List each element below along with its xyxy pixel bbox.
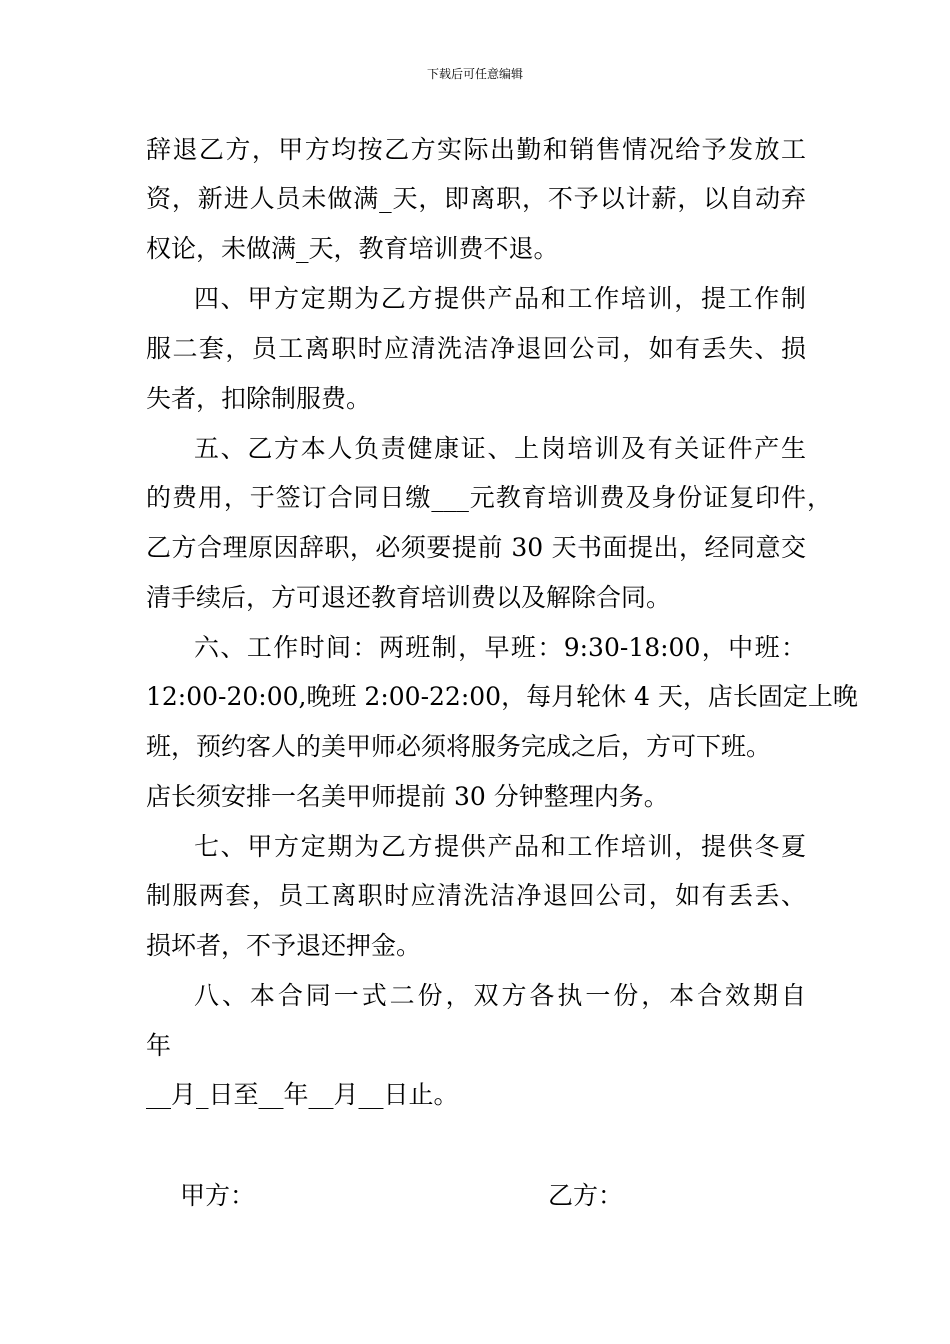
text-line: __月_日至__年__月__日止。 (146, 1080, 459, 1109)
text-line: 权论，未做满_天，教育培训费不退。 (146, 234, 559, 263)
text-line: 店长须安排一名美甲师提前 30 分钟整理内务。 (146, 782, 669, 811)
clause-8-start: 八、本合同一式二份，双方各执一份，本合效期自 (194, 981, 806, 1010)
text-line: 失者，扣除制服费。 (146, 384, 372, 413)
page-header: 下载后可任意编辑 (426, 67, 523, 81)
party-a-signature-label: 甲方： (180, 1181, 256, 1210)
clause-6-start: 六、工作时间：两班制，早班：9:30-18:00，中班： (194, 633, 806, 662)
text-line: 服二套，员工离职时应清洗洁净退回公司，如有丢失、损 (146, 334, 806, 363)
clause-5-start: 五、乙方本人负责健康证、上岗培训及有关证件产生 (194, 434, 806, 463)
text-line: 辞退乙方，甲方均按乙方实际出勤和销售情况给予发放工 (146, 135, 806, 164)
text-line: 班，预约客人的美甲师必须将服务完成之后，方可下班。 (146, 732, 772, 761)
clause-7-start: 七、甲方定期为乙方提供产品和工作培训，提供冬夏 (194, 832, 806, 861)
text-line: 制服两套，员工离职时应清洗洁净退回公司，如有丢丢、 (146, 881, 806, 910)
text-line: 年 (146, 1031, 172, 1060)
clause-4-start: 四、甲方定期为乙方提供产品和工作培训，提工作制 (194, 284, 806, 313)
text-line: 12:00-20:00,晚班 2:00-22:00，每月轮休 4 天，店长固定上晚 (146, 682, 858, 711)
text-line: 的费用，于签订合同日缴___元教育培训费及身份证复印件， (146, 483, 832, 512)
text-line: 清手续后，方可退还教育培训费以及解除合同。 (146, 583, 672, 612)
party-b-signature-label: 乙方： (548, 1181, 624, 1210)
text-line: 乙方合理原因辞职，必须要提前 30 天书面提出，经同意交 (146, 533, 806, 562)
text-line: 损坏者，不予退还押金。 (146, 931, 422, 960)
text-line: 资，新进人员未做满_天，即离职，不予以计薪，以自动弃 (146, 184, 806, 213)
